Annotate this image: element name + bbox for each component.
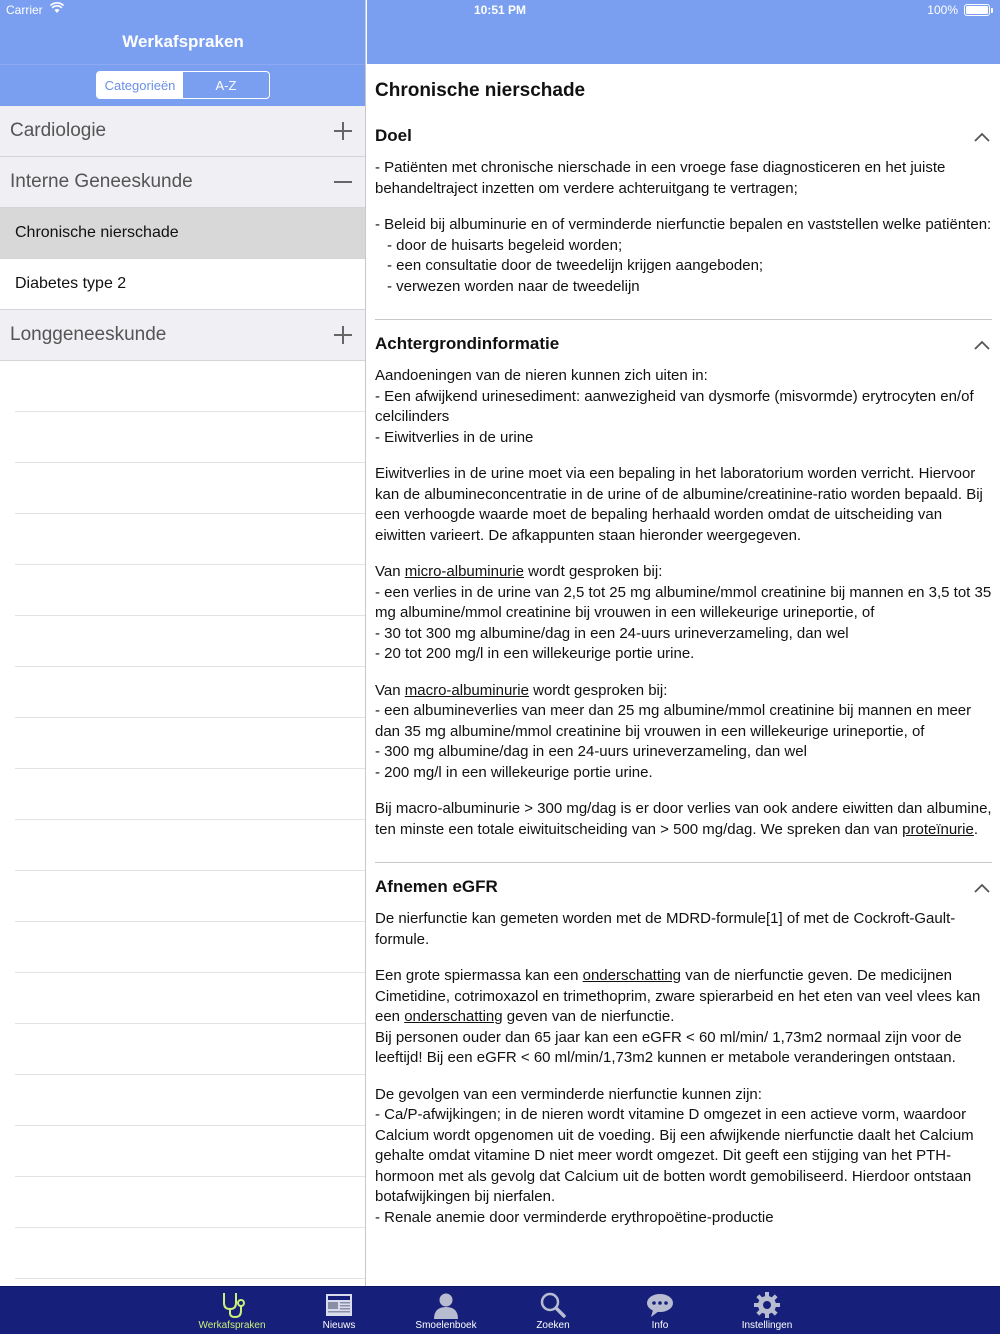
section-title: Doel — [375, 126, 412, 145]
text: - Beleid bij albuminurie en of verminderde nierfunctie bepalen en vaststellen welke patiënten: — [375, 216, 992, 233]
empty-row — [15, 412, 366, 463]
item-label: Chronische nierschade — [15, 224, 179, 241]
master-title: Werkafspraken — [122, 32, 244, 51]
search-icon — [538, 1291, 568, 1319]
section-title: Achtergrondinformatie — [375, 334, 560, 353]
category-row-longgeneeskunde[interactable] — [0, 310, 366, 361]
document-content[interactable] — [367, 64, 1000, 1250]
text: - 300 mg albumine/dag in een 24-uurs urineverzameling, dan wel — [375, 743, 807, 760]
tab-label: Nieuws — [322, 1320, 356, 1331]
text: . — [973, 820, 979, 838]
bullet: - verwezen worden naar de tweedelijn — [387, 277, 640, 295]
section-body — [375, 909, 992, 1250]
link-macro-albuminurie[interactable]: macro-albuminurie — [404, 681, 529, 699]
text: - 200 mg/l in een willekeurige portie urine. — [375, 763, 653, 781]
segmented-control — [96, 71, 270, 99]
tab-zoeken[interactable] — [503, 1287, 603, 1335]
text: - 30 tot 300 mg albumine/dag in een 24-uurs urineverzameling, dan wel — [375, 624, 849, 642]
section-body — [375, 366, 992, 862]
newspaper-icon — [324, 1291, 354, 1319]
bullet: - door de huisarts begeleid worden; — [387, 236, 623, 254]
text: - Een afwijkend urinesediment: aanwezigheid van dysmorfe (misvormde) erytrocyten en/of celcilinders — [375, 387, 974, 425]
paragraph — [375, 215, 992, 297]
text: Eiwitverlies in de urine moet via een bepaling in het laboratorium worden verricht. Hiervoor kan de albumineconcentratie in de urine of de albumine/creatinine-ratio worden bepaald. Bij een verhoogde waarde moet de bepaling herhaald worden omdat de uitscheiding van eiwitten varieert. De afkappunten staan hieronder weergegeven. — [375, 465, 983, 544]
empty-row — [15, 667, 366, 718]
expand-plus-icon[interactable] — [334, 118, 352, 144]
tab-label: Smoelenboek — [415, 1320, 477, 1331]
list-item-chronische-nierschade[interactable] — [0, 208, 366, 259]
person-icon — [431, 1291, 461, 1319]
empty-row — [15, 871, 366, 922]
segment-a-z[interactable]: A-Z — [215, 77, 237, 93]
section-title: Afnemen eGFR — [375, 877, 498, 896]
paragraph — [375, 681, 992, 784]
text: wordt gesproken bij: — [523, 563, 663, 580]
master-panel — [0, 0, 366, 1286]
link-onderschatting[interactable]: onderschatting — [582, 967, 682, 984]
text: - een verlies in de urine van 2,5 tot 25 mg albumine/mmol creatinine bij mannen en 3,5 tot 35 mg albumine/mmol creatinine bij vrouwen in een willekeurige urineportie, of — [375, 583, 992, 621]
paragraph — [375, 158, 992, 199]
empty-row — [15, 565, 366, 616]
text: Een grote spiermassa kan een — [375, 967, 583, 984]
empty-row — [15, 922, 366, 973]
category-row-cardiologie[interactable] — [0, 106, 366, 157]
text: Van — [375, 681, 405, 699]
expand-plus-icon[interactable] — [334, 322, 352, 348]
tab-smoelenboek[interactable] — [396, 1287, 496, 1335]
category-label: Cardiologie — [10, 120, 107, 141]
empty-row — [15, 463, 366, 514]
empty-row — [15, 361, 366, 412]
battery-percentage: 100% — [927, 3, 958, 17]
chevron-up-icon[interactable] — [974, 881, 990, 897]
link-onderschatting[interactable]: onderschatting — [404, 1008, 503, 1025]
tab-label: Zoeken — [536, 1320, 570, 1331]
battery-icon — [964, 4, 990, 16]
list-item-diabetes-type-2[interactable] — [0, 259, 366, 310]
category-label: Longgeneeskunde — [10, 324, 167, 345]
paragraph — [375, 966, 992, 1069]
paragraph — [375, 909, 992, 950]
section-header-achtergrondinformatie[interactable] — [375, 326, 992, 366]
tab-instellingen[interactable] — [717, 1287, 817, 1335]
empty-row — [15, 1126, 366, 1177]
empty-row — [15, 718, 366, 769]
tab-bar — [0, 1286, 1000, 1334]
bullet: - een consultatie door de tweedelijn krijgen aangeboden; — [387, 257, 764, 274]
tab-info[interactable] — [610, 1287, 710, 1335]
empty-row — [15, 616, 366, 667]
text: - 20 tot 200 mg/l in een willekeurige portie urine. — [375, 645, 695, 662]
segment-categories[interactable]: Categorieën — [97, 72, 183, 98]
status-bar — [0, 0, 1000, 20]
gear-icon — [752, 1291, 782, 1319]
category-label: Interne Geneeskunde — [10, 171, 193, 192]
text: - Renale anemie door verminderde erythropoëtine-productie — [375, 1208, 774, 1226]
category-list — [0, 106, 366, 1279]
empty-row — [15, 514, 366, 565]
stethoscope-icon — [217, 1291, 247, 1319]
empty-row — [15, 973, 366, 1024]
text: De gevolgen van een verminderde nierfunctie kunnen zijn: — [375, 1085, 762, 1103]
chevron-up-icon[interactable] — [974, 338, 990, 354]
clock: 10:51 PM — [473, 3, 527, 17]
tab-label: Info — [651, 1320, 669, 1331]
paragraph — [375, 562, 992, 665]
section-doel — [375, 118, 992, 320]
tab-nieuws[interactable] — [289, 1287, 389, 1335]
empty-row — [15, 1075, 366, 1126]
link-proteinurie[interactable]: proteïnurie — [902, 820, 974, 838]
section-header-doel[interactable] — [375, 118, 992, 158]
paragraph — [375, 464, 992, 546]
chevron-up-icon[interactable] — [974, 130, 990, 146]
text: Bij macro-albuminurie > 300 mg/dag is er door verlies van ook andere eiwitten dan albumine, ten minste een totale eiwituitscheiding van > 500 mg/dag. We spreken dan van — [375, 800, 992, 838]
empty-list-area — [0, 361, 366, 1279]
text: - Patiënten met chronische nierschade in een vroege fase diagnosticeren en het juiste behandeltraject inzetten om verdere achteruitgang te vertragen; — [375, 159, 946, 197]
text: - een albumineverlies van meer dan 25 mg albumine/mmol creatinine bij mannen en meer dan 35 mg albumine/mmol creatinine bij vrouwen in een willekeurige urineportie, of — [375, 702, 972, 740]
section-afnemen-egfr — [375, 869, 992, 1250]
section-achtergrondinformatie — [375, 326, 992, 863]
empty-row — [15, 1177, 366, 1228]
text: geven van de nierfunctie. — [502, 1008, 675, 1025]
link-micro-albuminurie[interactable]: micro-albuminurie — [404, 563, 524, 580]
section-header-afnemen-egfr[interactable] — [375, 869, 992, 909]
collapse-minus-icon[interactable] — [334, 169, 352, 195]
text: Bij personen ouder dan 65 jaar kan een eGFR < 60 ml/min/ 1,73m2 normaal zijn voor de leeftijd! Bij een eGFR < 60 ml/min/1,73m2 kunnen er metabole veranderingen ontstaan. — [375, 1028, 962, 1066]
text: - Eiwitverlies in de urine — [375, 428, 534, 446]
empty-row — [15, 1024, 366, 1075]
tab-label: Werkafspraken — [198, 1320, 266, 1331]
text: van de nierfunctie geven. De medicijnen Cimetidine, cotrimoxazol en trimethoprim, zware spierarbeid en het eten van veel vlees kan een — [375, 967, 981, 1025]
section-body — [375, 158, 992, 319]
empty-row — [15, 769, 366, 820]
empty-row — [15, 1228, 366, 1279]
carrier-label: Carrier — [6, 3, 43, 17]
tab-label: Instellingen — [741, 1320, 793, 1331]
segment-bar — [0, 64, 366, 106]
text: Van — [375, 563, 405, 580]
document-title: Chronische nierschade — [375, 80, 586, 101]
text: wordt gesproken bij: — [528, 681, 668, 699]
empty-row — [15, 820, 366, 871]
paragraph — [375, 366, 992, 448]
paragraph — [375, 1085, 992, 1229]
category-row-interne-geneeskunde[interactable] — [0, 157, 366, 208]
text: Aandoeningen van de nieren kunnen zich uiten in: — [375, 367, 708, 384]
text: De nierfunctie kan gemeten worden met de MDRD-formule[1] of met de Cockroft-Gault-formule. — [375, 910, 956, 948]
chat-bubble-icon — [645, 1291, 675, 1319]
paragraph — [375, 799, 992, 840]
detail-panel — [367, 0, 1000, 1286]
tab-werkafspraken[interactable] — [182, 1287, 282, 1335]
item-label: Diabetes type 2 — [15, 275, 127, 292]
text: - Ca/P-afwijkingen; in de nieren wordt vitamine D omgezet in een actieve vorm, waardoor Calcium wordt opgenomen uit de voeding. Bij een afwijkende nierfunctie daalt het Calcium gehalte omdat vitamine D niet meer wordt omgezet. Dit geeft een stijging van het PTH-hormoon met als gevolg dat Calcium uit de botten wordt gemobiliseerd. Hierdoor ontstaan botafwijkingen bij nierfalen. — [375, 1106, 974, 1205]
